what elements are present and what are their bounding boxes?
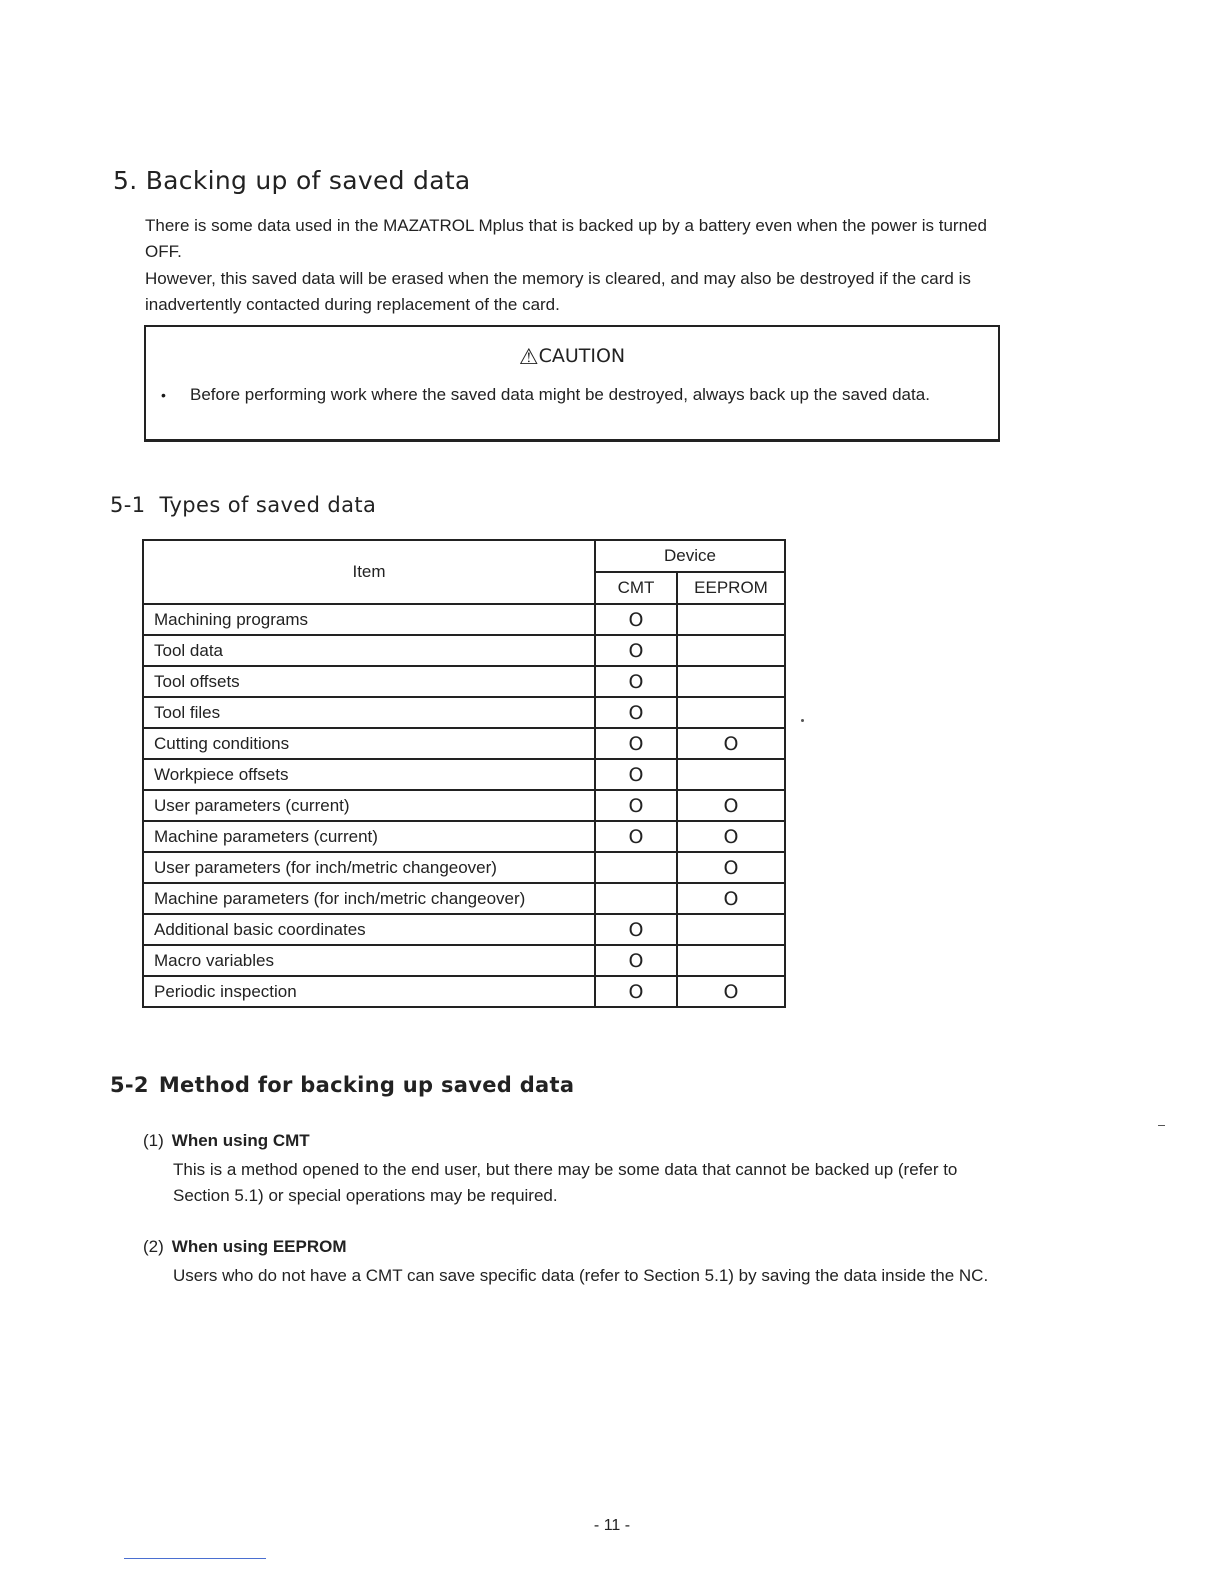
row-eeprom-mark: O [677, 821, 785, 852]
row-eeprom-mark: O [677, 728, 785, 759]
row-item: Macro variables [143, 945, 595, 976]
subsection-title-types [110, 493, 376, 517]
table-row [143, 604, 785, 635]
method-eeprom-text: Users who do not have a CMT can save specific data (refer to Section 5.1) by saving the data inside the NC. [173, 1266, 989, 1285]
method-cmt-heading-text: When using CMT [171, 1131, 310, 1150]
row-cmt-mark: O [595, 821, 677, 852]
table-row [143, 790, 785, 821]
row-eeprom-mark [677, 604, 785, 635]
table-row [143, 728, 785, 759]
caution-title-text: CAUTION [538, 345, 626, 367]
table-row [143, 945, 785, 976]
row-item: Tool files [143, 697, 595, 728]
list-number: (1) [143, 1131, 164, 1150]
row-cmt-mark: O [595, 666, 677, 697]
row-item: Tool data [143, 635, 595, 666]
table-row [143, 976, 785, 1007]
row-cmt-mark [595, 852, 677, 883]
section-number: 5. [113, 166, 138, 195]
method-cmt-text: This is a method opened to the end user, but there may be some data that cannot be backed up (refer to Section 5.1) or special operations may be required. [173, 1160, 958, 1205]
table-row [143, 697, 785, 728]
page-number: - 11 - [593, 1517, 631, 1534]
row-eeprom-mark [677, 759, 785, 790]
row-item: Additional basic coordinates [143, 914, 595, 945]
row-eeprom-mark [677, 635, 785, 666]
row-eeprom-mark: O [677, 852, 785, 883]
header-device: Device [595, 540, 785, 572]
row-item: User parameters (for inch/metric changeover) [143, 852, 595, 883]
subsection-number: 5-2 [110, 1073, 149, 1097]
row-item: Machine parameters (current) [143, 821, 595, 852]
row-cmt-mark: O [595, 759, 677, 790]
row-eeprom-mark [677, 666, 785, 697]
method-eeprom-heading-text: When using EEPROM [171, 1237, 347, 1256]
row-item: Cutting conditions [143, 728, 595, 759]
header-eeprom: EEPROM [677, 572, 785, 604]
row-eeprom-mark: O [677, 883, 785, 914]
subsection-number: 5-1 [110, 493, 146, 517]
table-row [143, 759, 785, 790]
table-row [143, 635, 785, 666]
subsection-title-text: Method for backing up saved data [158, 1073, 575, 1097]
table-row [143, 883, 785, 914]
row-cmt-mark: O [595, 635, 677, 666]
subsection-title-method [110, 1073, 574, 1097]
row-item: Periodic inspection [143, 976, 595, 1007]
warning-triangle-icon: ⚠ [518, 345, 539, 370]
row-cmt-mark: O [595, 604, 677, 635]
method-eeprom-heading [143, 1237, 347, 1257]
list-number: (2) [143, 1237, 164, 1256]
row-eeprom-mark: O [677, 976, 785, 1007]
bullet-icon: • [161, 387, 166, 403]
table-row [143, 852, 785, 883]
table-row [143, 821, 785, 852]
row-cmt-mark: O [595, 728, 677, 759]
table-row [143, 666, 785, 697]
row-item: Machine parameters (for inch/metric changeover) [143, 883, 595, 914]
scan-speck [1158, 1125, 1165, 1126]
row-cmt-mark: O [595, 945, 677, 976]
row-eeprom-mark [677, 697, 785, 728]
section-title-text: Backing up of saved data [145, 166, 471, 195]
row-eeprom-mark: O [677, 790, 785, 821]
row-eeprom-mark [677, 914, 785, 945]
caution-box [144, 325, 1000, 442]
caution-text: Before performing work where the saved data might be destroyed, always back up the saved data. [190, 385, 930, 404]
row-eeprom-mark [677, 945, 785, 976]
row-item: Tool offsets [143, 666, 595, 697]
scan-speck [801, 719, 804, 722]
subsection-title-text: Types of saved data [159, 493, 377, 517]
row-cmt-mark: O [595, 790, 677, 821]
scan-artifact-line [124, 1558, 266, 1559]
row-item: Workpiece offsets [143, 759, 595, 790]
header-cmt: CMT [595, 572, 677, 604]
header-item: Item [143, 540, 595, 604]
row-item: Machining programs [143, 604, 595, 635]
row-cmt-mark [595, 883, 677, 914]
intro-paragraph-1: There is some data used in the MAZATROL Mplus that is backed up by a battery even when the power is turned OFF. [145, 216, 987, 261]
row-item: User parameters (current) [143, 790, 595, 821]
intro-paragraph-2: However, this saved data will be erased when the memory is cleared, and may also be destroyed if the card is inadvertently contacted during replacement of the card. [145, 269, 971, 314]
row-cmt-mark: O [595, 914, 677, 945]
caution-heading [146, 345, 998, 370]
saved-data-table [142, 539, 786, 1008]
section-title [113, 166, 471, 195]
row-cmt-mark: O [595, 976, 677, 1007]
table-row [143, 914, 785, 945]
row-cmt-mark: O [595, 697, 677, 728]
method-cmt-heading [143, 1131, 310, 1151]
